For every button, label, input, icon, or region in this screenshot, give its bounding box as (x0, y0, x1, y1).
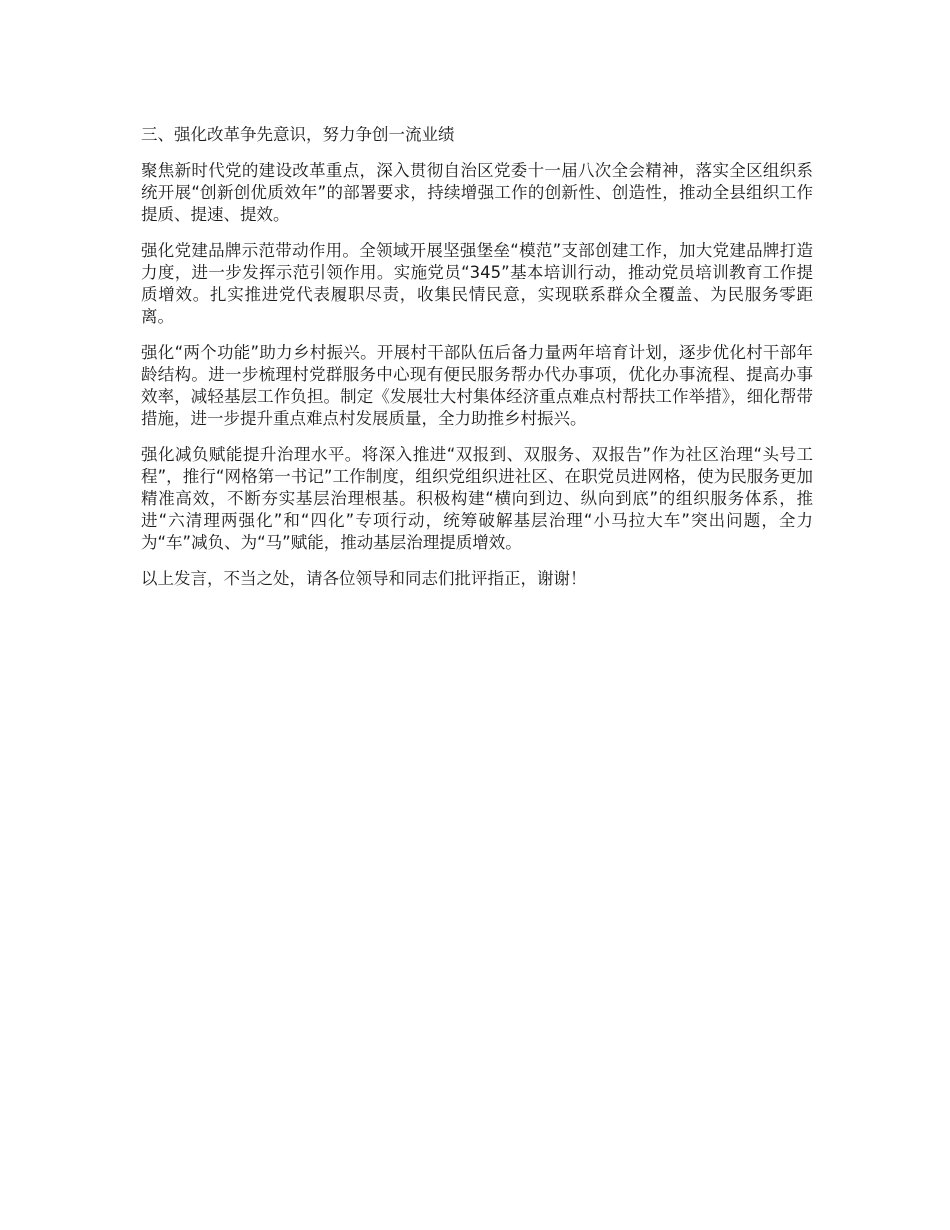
paragraph-governance: 强化减负赋能提升治理水平。将深入推进“双报到、双服务、双报告”作为社区治理“头号工程”，推行“网格第一书记”工作制度，组织党组织进社区、在职党员进网格，使为民服务更加精准高效，不断夯实基层治理根基。积极构建“横向到边、纵向到底”的组织服务体系，推进“六清理两强化”和“四化”专项行动，统筹破解基层治理“小马拉大车”突出问题，全力为“车”减负、为“马”赋能，推动基层治理提质增效。 (141, 445, 813, 552)
paragraph-intro: 聚焦新时代党的建设改革重点，深入贯彻自治区党委十一届八次全会精神，落实全区组织系统开展“创新创优质效年”的部署要求，持续增强工作的创新性、创造性，推动全县组织工作提质、提速、提效。 (141, 161, 813, 224)
paragraph-rural-revitalization: 强化“两个功能”助力乡村振兴。开展村干部队伍后备力量两年培育计划，逐步优化村干部年龄结构。进一步梳理村党群服务中心现有便民服务帮办代办事项，优化办事流程、提高办事效率，减轻基层工作负担。制定《发展壮大村集体经济重点难点村帮扶工作举措》，细化帮带措施，进一步提升重点难点村发展质量，全力助推乡村振兴。 (141, 343, 813, 428)
paragraph-party-brand: 强化党建品牌示范带动作用。全领域开展坚强堡垒“模范”支部创建工作，加大党建品牌打造力度，进一步发挥示范引领作用。实施党员“345”基本培训行动，推动党员培训教育工作提质增效。扎实推进党代表履职尽责，收集民情民意，实现联系群众全覆盖、为民服务零距离。 (141, 241, 813, 326)
document-page (141, 124, 813, 604)
paragraph-closing: 以上发言，不当之处，请各位领导和同志们批评指正，谢谢！ (141, 569, 587, 588)
section-heading: 三、强化改革争先意识，努力争创一流业绩 (141, 125, 455, 144)
